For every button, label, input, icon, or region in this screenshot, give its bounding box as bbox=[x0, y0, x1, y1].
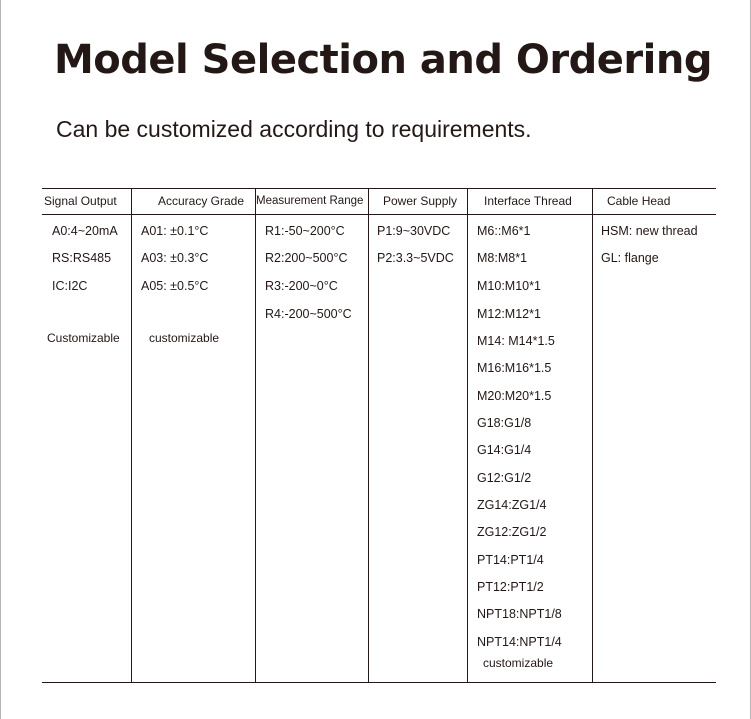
thread-option: NPT14:NPT1/4 bbox=[477, 635, 562, 649]
signal-option: A0:4~20mA bbox=[52, 224, 118, 238]
header-measurement-range: Measurement Range bbox=[256, 195, 364, 207]
table-top-border bbox=[42, 188, 716, 189]
thread-option: G14:G1/4 bbox=[477, 443, 532, 457]
frame-left-border bbox=[0, 0, 1, 719]
header-power-supply: Power Supply bbox=[383, 194, 458, 208]
thread-option: M10:M10*1 bbox=[477, 279, 541, 293]
header-interface-thread: Interface Thread bbox=[484, 194, 572, 208]
column-divider-4 bbox=[467, 188, 468, 682]
column-divider-2 bbox=[255, 188, 256, 682]
header-signal-output: Signal Output bbox=[44, 194, 117, 208]
column-divider-5 bbox=[592, 188, 593, 682]
header-cable-head: Cable Head bbox=[607, 194, 671, 208]
thread-option: M20:M20*1.5 bbox=[477, 389, 552, 403]
accuracy-option: customizable bbox=[149, 331, 220, 345]
accuracy-option: A01: ±0.1°C bbox=[141, 224, 209, 238]
cable-option: GL: flange bbox=[601, 251, 659, 265]
range-option: R3:-200~0°C bbox=[265, 279, 338, 293]
thread-option: M14: M14*1.5 bbox=[477, 334, 555, 348]
thread-option: G12:G1/2 bbox=[477, 471, 532, 485]
page-title: Model Selection and Ordering bbox=[54, 37, 712, 83]
thread-option: M16:M16*1.5 bbox=[477, 361, 552, 375]
accuracy-option: A03: ±0.3°C bbox=[141, 251, 209, 265]
thread-option: M12:M12*1 bbox=[477, 307, 541, 321]
thread-option: ZG12:ZG1/2 bbox=[477, 525, 547, 539]
table-header-divider bbox=[42, 214, 716, 215]
table-bottom-border bbox=[42, 682, 716, 683]
range-option: R2:200~500°C bbox=[265, 251, 348, 265]
thread-option: M6::M6*1 bbox=[477, 224, 531, 238]
signal-option: IC:I2C bbox=[52, 279, 88, 293]
thread-option: ZG14:ZG1/4 bbox=[477, 498, 547, 512]
thread-option: G18:G1/8 bbox=[477, 416, 532, 430]
thread-option: NPT18:NPT1/8 bbox=[477, 607, 562, 621]
cable-option: HSM: new thread bbox=[601, 224, 698, 238]
signal-option: RS:RS485 bbox=[52, 251, 112, 265]
thread-option: customizable bbox=[483, 656, 554, 670]
thread-option: PT14:PT1/4 bbox=[477, 553, 544, 567]
range-option: R1:-50~200°C bbox=[265, 224, 345, 238]
thread-option: PT12:PT1/2 bbox=[477, 580, 544, 594]
signal-option: Customizable bbox=[47, 331, 120, 345]
column-divider-1 bbox=[131, 188, 132, 682]
range-option: R4:-200~500°C bbox=[265, 307, 352, 321]
header-accuracy-grade: Accuracy Grade bbox=[158, 194, 245, 208]
column-divider-3 bbox=[368, 188, 369, 682]
power-option: P1:9~30VDC bbox=[377, 224, 451, 238]
thread-option: M8:M8*1 bbox=[477, 251, 528, 265]
accuracy-option: A05: ±0.5°C bbox=[141, 279, 209, 293]
power-option: P2:3.3~5VDC bbox=[377, 251, 454, 265]
page-subtitle: Can be customized according to requirements. bbox=[56, 116, 532, 142]
